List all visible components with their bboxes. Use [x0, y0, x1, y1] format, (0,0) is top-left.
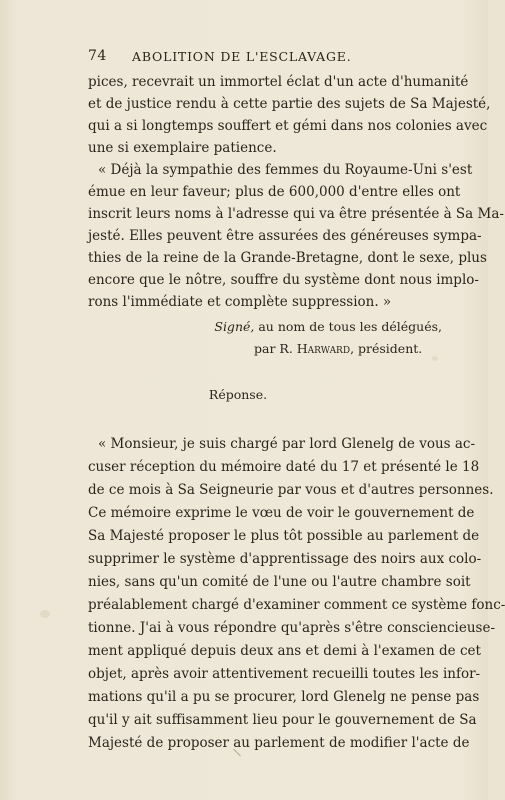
signe-label: Signé,	[214, 319, 255, 334]
signature-prefix: par R.	[254, 341, 293, 356]
text-line: préalablement chargé d'examiner comment ce système fonc-	[88, 597, 505, 613]
text-line: inscrit leurs noms à l'adresse qui va être présentée à Sa Ma-	[88, 206, 504, 222]
text-line: cuser réception du mémoire daté du 17 et présenté le 18	[88, 459, 480, 475]
text-line: de ce mois à Sa Seigneurie par vous et d'autres personnes.	[88, 482, 494, 498]
text-line: qui a si longtemps souffert et gémi dans nos colonies avec	[88, 118, 488, 134]
text-line: rons l'immédiate et complète suppression. »	[88, 294, 392, 310]
signature-line	[88, 318, 442, 336]
text-line: Majesté de proposer au parlement de modifier l'acte de	[88, 735, 470, 751]
text-line: mations qu'il a pu se procurer, lord Glenelg ne pense pas	[88, 689, 480, 705]
page-number: 74	[88, 48, 107, 64]
text-line: une si exemplaire patience.	[88, 140, 277, 156]
text-line: Sa Majesté proposer le plus tôt possible au parlement de	[88, 528, 480, 544]
text-line: thies de la reine de la Grande-Bretagne, dont le sexe, plus	[88, 250, 487, 266]
text-line: objet, après avoir attentivement recueilli toutes les infor-	[88, 666, 481, 682]
text-line: tionne. J'ai à vous répondre qu'après s'être consciencieuse-	[88, 620, 496, 636]
text-line: nies, sans qu'un comité de l'une ou l'autre chambre soit	[88, 574, 471, 590]
text-line: qu'il y ait suffisamment lieu pour le gouvernement de Sa	[88, 712, 477, 728]
section-heading: Réponse.	[208, 387, 268, 402]
text-line: émue en leur faveur; plus de 600,000 d'entre elles ont	[88, 184, 461, 200]
text-line: « Déjà la sympathie des femmes du Royaume-Uni s'est	[98, 162, 473, 178]
text-line: pices, recevrait un immortel éclat d'un acte d'humanité	[88, 74, 469, 90]
text-line: supprimer le système d'apprentissage des noirs aux colo-	[88, 551, 482, 567]
text-line: et de justice rendu à cette partie des sujets de Sa Majesté,	[88, 96, 491, 112]
foxing-spot	[40, 610, 50, 618]
running-title: ABOLITION DE L'ESCLAVAGE.	[132, 49, 352, 64]
signature-line	[254, 340, 434, 358]
text-line: jesté. Elles peuvent être assurées des généreuses sympa-	[88, 228, 482, 244]
text-line: encore que le nôtre, souffre du système dont nous implo-	[88, 272, 479, 288]
text-line: Ce mémoire exprime le vœu de voir le gouvernement de	[88, 505, 475, 521]
text-line: « Monsieur, je suis chargé par lord Glenelg de vous ac-	[98, 436, 476, 452]
signature-suffix: , président.	[350, 341, 423, 356]
signature-text: au nom de tous les délégués,	[258, 319, 442, 334]
text-line: ment appliqué depuis deux ans et demi à l'examen de cet	[88, 643, 481, 659]
running-header	[88, 48, 400, 66]
signatory-name: Harward	[296, 341, 351, 356]
